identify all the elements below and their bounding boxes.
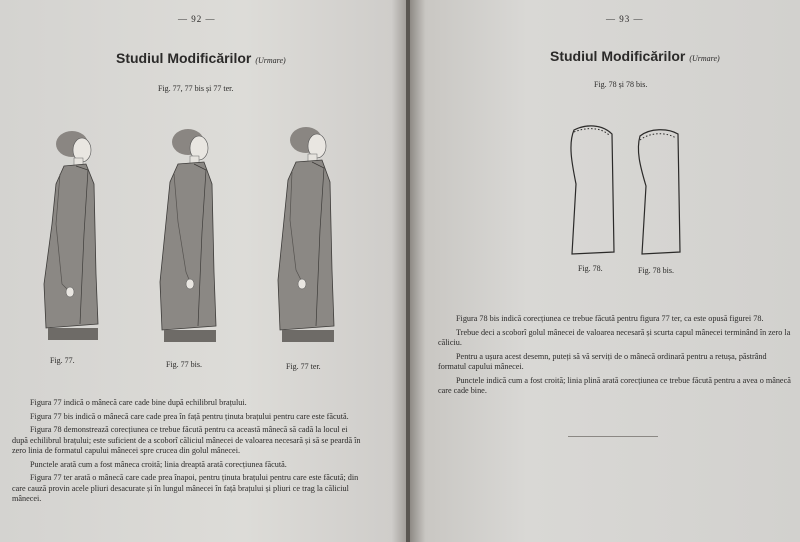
figure-77-bis-illustration	[152, 122, 224, 344]
left-paragraph: Figura 77 ter arată o mânecă care cade prea înapoi, pentru ținuta brațului pentru care este făcută; din care cauză provin acele pliuri desacurate și în lungul mânecei în față brațului și pliuri ce trag la căliciul mânecei.	[12, 473, 359, 503]
right-page-number: — 93 —	[606, 14, 644, 24]
figure-78-sleeve-pattern	[564, 124, 618, 258]
left-paragraph: Figura 77 bis indică o mânecă care cade prea în față pentru ținuta brațului pentru care este făcută.	[30, 411, 349, 421]
figure-77-ter-illustration	[272, 120, 344, 344]
right-paragraph: Pentru a ușura acest desemn, puteți să vă serviți de o mânecă ordinară pentru a retușa, păstrând formatul capului mânecei.	[438, 351, 767, 371]
woman-coat-icon	[44, 131, 98, 340]
left-title-text: Studiul Modificărilor	[116, 50, 252, 66]
right-title-sub: (Urmare)	[689, 54, 720, 63]
left-page-number: — 92 —	[178, 14, 216, 24]
left-body-text	[12, 398, 362, 508]
figure-77-bis-caption: Fig. 77 bis.	[166, 360, 203, 369]
right-page-title	[550, 48, 720, 64]
left-paragraph: Figura 77 indică o mânecă care cade bine după echilibrul brațului.	[30, 398, 247, 407]
figure-77-caption: Fig. 77.	[50, 356, 75, 365]
left-paragraph: Punctele arată cum a fost mâneca croită; linia dreaptă arată corecțiunea făcută.	[30, 459, 287, 469]
left-title-sub: (Urmare)	[255, 56, 286, 65]
left-page-title	[116, 50, 286, 66]
right-figure-reference: Fig. 78 și 78 bis.	[594, 80, 648, 89]
right-title-text: Studiul Modificărilor	[550, 48, 686, 64]
figure-78-bis-sleeve-pattern	[632, 126, 686, 260]
figure-78-caption: Fig. 78.	[578, 264, 603, 273]
woman-coat-icon	[278, 127, 334, 342]
right-paragraph: Figura 78 bis indică corecțiunea ce trebue făcută pentru figura 77 ter, ca este opusă figurei 78.	[456, 314, 764, 323]
woman-coat-icon	[160, 129, 216, 342]
left-paragraph: Figura 78 demonstrează corecțiunea ce trebue făcută pentru ca această mânecă să cadă la locul ei după echilibrul brațului; este suficient de a scoborî căliciul mânecei de valoarea necesară și să se peardă în zero linia de formatul capului mânecei spre crucea din golul mânecei.	[12, 425, 361, 455]
right-paragraph: Trebue deci a scoborî golul mânecei de valoarea necesară și scurta capul mânecei terminând în zero la căliciu.	[438, 327, 791, 347]
left-figure-reference: Fig. 77, 77 bis și 77 ter.	[158, 84, 234, 93]
sleeve-pattern-icon	[571, 126, 614, 254]
right-body-text	[438, 314, 792, 400]
figure-78-bis-caption: Fig. 78 bis.	[638, 266, 675, 275]
right-page	[410, 0, 800, 542]
right-paragraph: Punctele indică cum a fost croită; linia plină arată corecțiunea ce trebue făcută pentru a avea o mânecă care cade bine.	[438, 375, 791, 395]
section-divider	[568, 436, 658, 437]
figure-77-illustration	[36, 124, 104, 342]
sleeve-pattern-icon	[638, 130, 680, 254]
figure-77-ter-caption: Fig. 77 ter.	[286, 362, 321, 371]
